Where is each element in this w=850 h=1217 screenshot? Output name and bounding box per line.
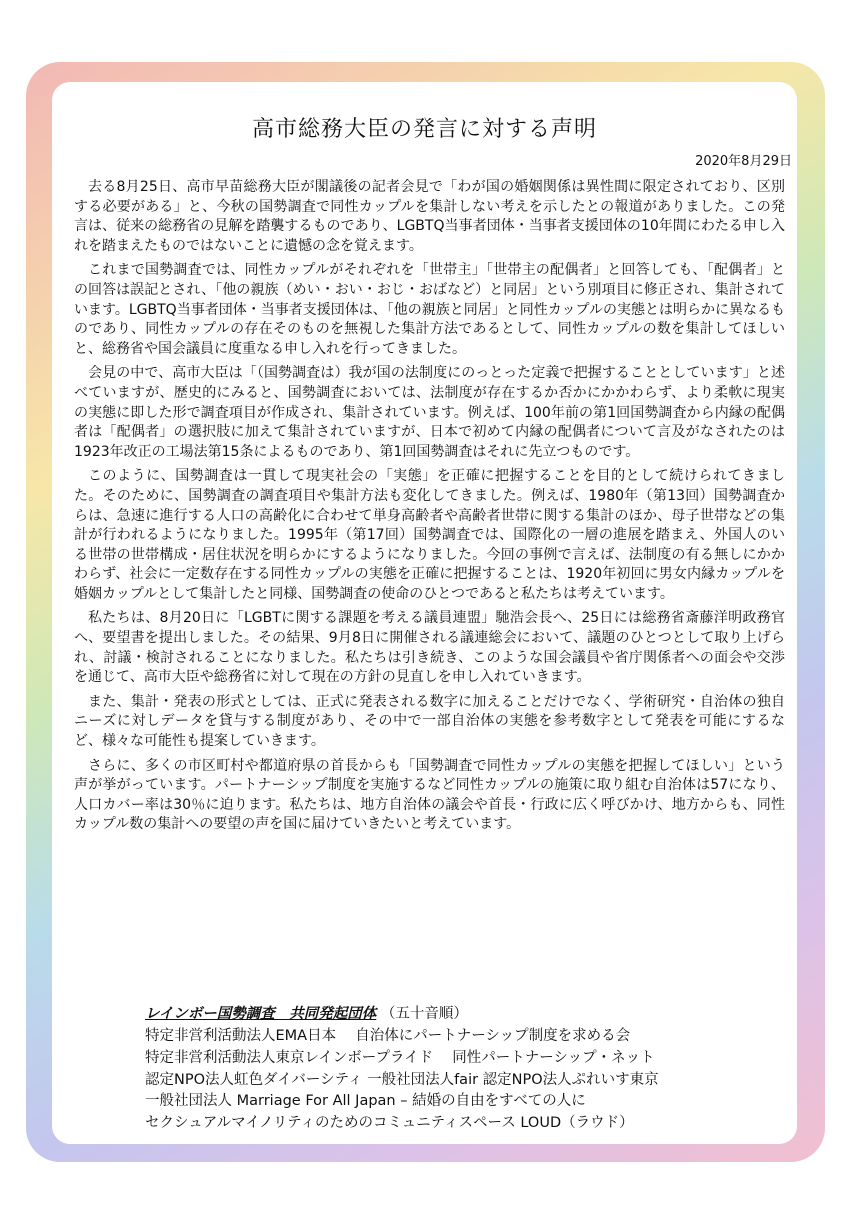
statement-date: 2020年8月29日 [695,154,792,169]
paragraph-3: 会見の中で、高市大臣は「（国勢調査は）我が国の法制度にのっとった定義で把握することとしています」と述べていますが、歴史的にみると、国勢調査においては、法制度が存在するか否かにかかわらず、より柔軟に現実の実態に即した形で調査項目が作成され、集計されています。例えば、100年前の第1回国勢調査から内縁の配偶者は「配偶者」の選択肢に加えて集計されていますが、日本で初めて内縁の配偶者について言及がなされたのは1923年改正の工場法第15条によるものであり、第1回国勢調査はそれに先立つものです。 [74,365,785,460]
organization-line: 認定NPO法人虹色ダイバーシティ 一般社団法人fair 認定NPO法人ぷれいす東京 [145,1071,659,1088]
paragraph-1: 去る8月25日、高市早苗総務大臣が閣議後の記者会見で「わが国の婚姻関係は異性間に限定されており、区別する必要がある」と、今秋の国勢調査で同性カップルを集計しない考えを示したとの報道がありました。この発言は、従来の総務省の見解を踏襲するものであり、LGBTQ当事者団体・当事者支援団体の10年間にわたる申し入れを踏まえたものではないことに遺憾の念を覚えます。 [74,179,785,254]
organizations-heading-row [145,1004,785,1025]
paragraph-6: また、集計・発表の形式としては、正式に発表される数字に加えることだけでなく、学術研究・自治体の独自ニーズに対しデータを貸与する制度があり、その中で一部自治体の実態を参考数字として発表を可能にするなど、様々な可能性も提案していきます。 [74,693,785,750]
organizations-heading: レインボー国勢調査 共同発起団体 [145,1006,377,1022]
organization-line: 特定非営利活動法人EMA日本 自治体にパートナーシップ制度を求める会 [145,1028,631,1044]
organization-line: 一般社団法人 Marriage For All Japan – 結婚の自由をすべての人に [145,1093,586,1110]
statement-body [74,178,785,840]
organization-line: 特定非営利活動法人東京レインボープライド 同性パートナーシップ・ネット [145,1049,655,1066]
organization-line: セクシュアルマイノリティのためのコミュニティスペース LOUD（ラウド） [145,1115,634,1132]
paragraph-2: これまで国勢調査では、同性カップルがそれぞれを「世帯主」「世帯主の配偶者」と回答しても、「配偶者」との回答は誤記とされ、「他の親族（めい・おい・おじ・おばなど）と同居」という別項目に修正され、集計されています。LGBTQ当事者団体・当事者支援団体は、「他の親族と同居」と同性カップルの実態とは明らかに異なるものであり、同性カップルの存在そのものを無視した集計方法であるとして、同性カップルの数を集計してほしいと、総務省や国会議員に度重なる申し入れを行ってきました。 [74,262,786,357]
paragraph-7: さらに、多くの市区町村や都道府県の首長からも「国勢調査で同性カップルの実態を把握してほしい」という声が挙がっています。パートナーシップ制度を実施するなど同性カップルの施策に取り組む自治体は57になり、人口カバー率は30％に迫ります。私たちは、地方自治体の議会や首長・行政に広く呼びかけ、地方からも、同性カップル数の集計への要望の声を国に届けていきたいと考えています。 [74,757,785,833]
co-founding-organizations [145,1004,785,1135]
paragraph-5: 私たちは、8月20日に「LGBTに関する課題を考える議員連盟」馳浩会長へ、25日には総務省斎藤洋明政務官へ、要望書を提出しました。その結果、9月8日に開催される議連総会において、議題のひとつとして取り上げられ、討議・検討されることになりました。私たちは引き続き、このような国会議員や省庁関係者への面会や交渉を通じて、高市大臣や総務省に対して現在の方針の見直しを申し入れていきます。 [74,610,785,686]
organizations-order-note: （五十音順） [380,1006,468,1022]
statement-title: 高市総務大臣の発言に対する声明 [251,117,597,142]
paragraph-4: このように、国勢調査は一貫して現実社会の「実態」を正確に把握することを目的として続けられてきました。そのために、国勢調査の調査項目や集計方法も変化してきました。例えば、1980年（第13回）国勢調査からは、急速に進行する人口の高齢化に合わせて単身高齢者や高齢者世帯に関する集計のほか、母子世帯などの集計が行われるようになりました。1995年（第17回）国勢調査では、国際化の一層の進展を踏まえ、外国人のいる世帯の世帯構成・居住状況を明らかにするようになりました。今回の事例で言えば、法制度の有る無しにかかわらず、社会に一定数存在する同性カップルの実態を正確に把握することは、1920年初回に男女内縁カップルを婚姻カップルとして集計したと同様、国勢調査の使命のひとつであると私たちは考えています。 [74,468,785,602]
